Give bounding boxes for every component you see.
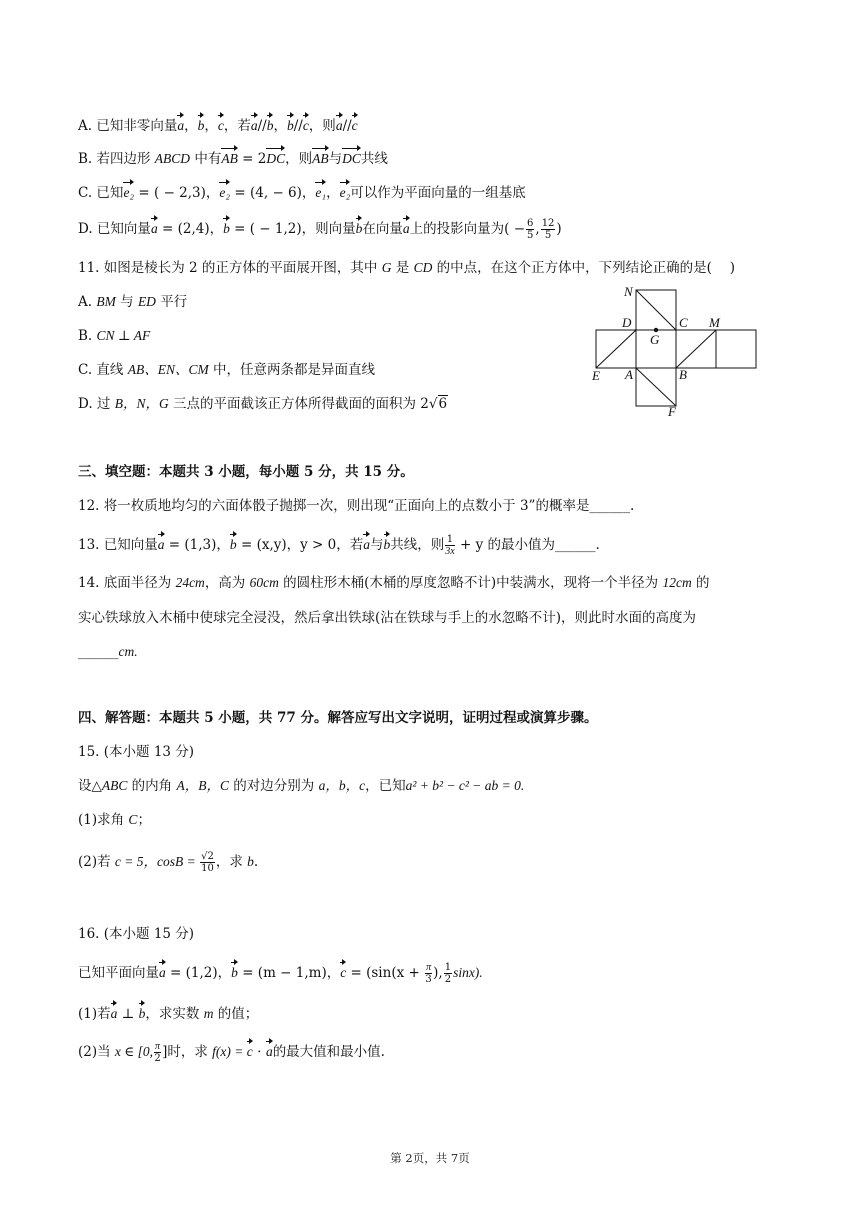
fraction-12-5: $\frac{12}{5}$ [541,218,555,241]
fraction-pi-3: $\frac{\pi}{3}$ [425,962,432,985]
section-4-title: 四、解答题：本题共 5 小题，共 77 分。解答应写出文字说明，证明过程或演算步骤。 [78,710,598,726]
q14-line-3: ______cm. [78,644,138,660]
q15-heading: 15. (本小题 13 分) [78,744,195,760]
label-g: G [650,332,660,347]
q12: 12. 将一枚质地均匀的六面体骰子抛掷一次，则出现“正面向上的点数小于 3”的概率是______. [78,498,635,514]
label-e: E [592,368,600,383]
q14-line-2: 实心铁球放入木桶中使球完全浸没，然后拿出铁球(沾在铁球与手上的水忽略不计)，则此时水面的高度为 [78,610,697,626]
q10-option-b: B. 若四边形 ABCD 中有AB = 2DC，则AB与DC共线 [78,147,388,168]
fraction-1-3x: $\frac{1}{3x}$ [445,534,455,557]
label-c: C [679,315,688,330]
q16-stem: 已知平面向量a = (1,2)，b = (m − 1,m)，c = (sin(x + $\frac{\pi}{3}$ ), $\frac{1}{2}$ sinx). [78,962,483,985]
section-3-title: 三、填空题：本题共 3 小题，每小题 5 分，共 15 分。 [78,464,414,480]
q16-part-1: (1)若a ⊥ b，求实数 m 的值； [78,1002,258,1023]
q10-option-c: C. 已知e₂ = ( − 2,3)，e₂ = (4, − 6)，e₁，e₂可以作为平面向量的一组基底 [78,181,526,202]
label-f: F [668,404,676,419]
label-n: N [624,284,633,299]
q14-line-1: 14. 底面半径为 24cm，高为 60cm 的圆柱形木桶(木桶的厚度忽略不计)中装满水，现将一个半径为 12cm 的 [78,575,710,591]
label-b: B [679,367,687,382]
fraction-6-5: $\frac{6}{5}$ [527,218,534,241]
label-d: D [622,315,632,330]
page-footer: 第 2页，共 7页 [390,1151,470,1165]
label-m: M [709,315,720,330]
q15-part-1: (1)求角 C； [78,812,151,828]
q11-option-a: A. BM 与 ED 平行 [78,294,188,310]
q15-stem: 设△ABC 的内角 A，B，C 的对边分别为 a，b，c，已知a² + b² − c² − ab = 0. [78,778,525,794]
fraction-1-2: $\frac{1}{2}$ [444,962,452,985]
q10-option-d: D. 已知向量a = (2,4)，b = ( − 1,2)，则向量b在向量a上的投影向量为( − $\frac{6}{5}$ , $\frac{12}{5}$ ) [78,218,562,241]
q11-option-c: C. 直线 AB、EN、CM 中，任意两条都是异面直线 [78,362,376,378]
label-a: A [625,367,633,382]
q11-stem: 11. 如图是棱长为 2 的正方体的平面展开图，其中 G 是 CD 的中点，在这个正方体中，下列结论正确的是( ) [78,260,735,276]
q11-option-b: B. CN ⊥ AF [78,328,151,344]
q16-part-2: (2)当 x ∈ [0, $\frac{\pi}{2}$ ]时，求 f(x) = c ⋅ a的最大值和最小值. [78,1041,385,1064]
q10-option-a: A. 已知非零向量a，b，c，若a//b，b//c，则a//c [78,114,358,135]
cube-net-figure [588,282,766,422]
fraction-sqrt2-10: $\frac{√2}{10}$ [201,851,214,874]
q11-option-d: D. 过 B，N，G 三点的平面截该正方体所得截面的面积为 2√6 [78,396,448,412]
fraction-pi-2: $\frac{\pi}{2}$ [154,1041,161,1064]
q13: 13. 已知向量a = (1,3)，b = (x,y)，y > 0，若a与b共线，则 $\frac{1}{3x}$ + y 的最小值为______. [78,534,600,557]
q15-part-2: (2)若 c = 5，cosB = $\frac{√2}{10}$ ，求 b. [78,851,259,874]
q16-heading: 16. (本小题 15 分) [78,926,195,942]
